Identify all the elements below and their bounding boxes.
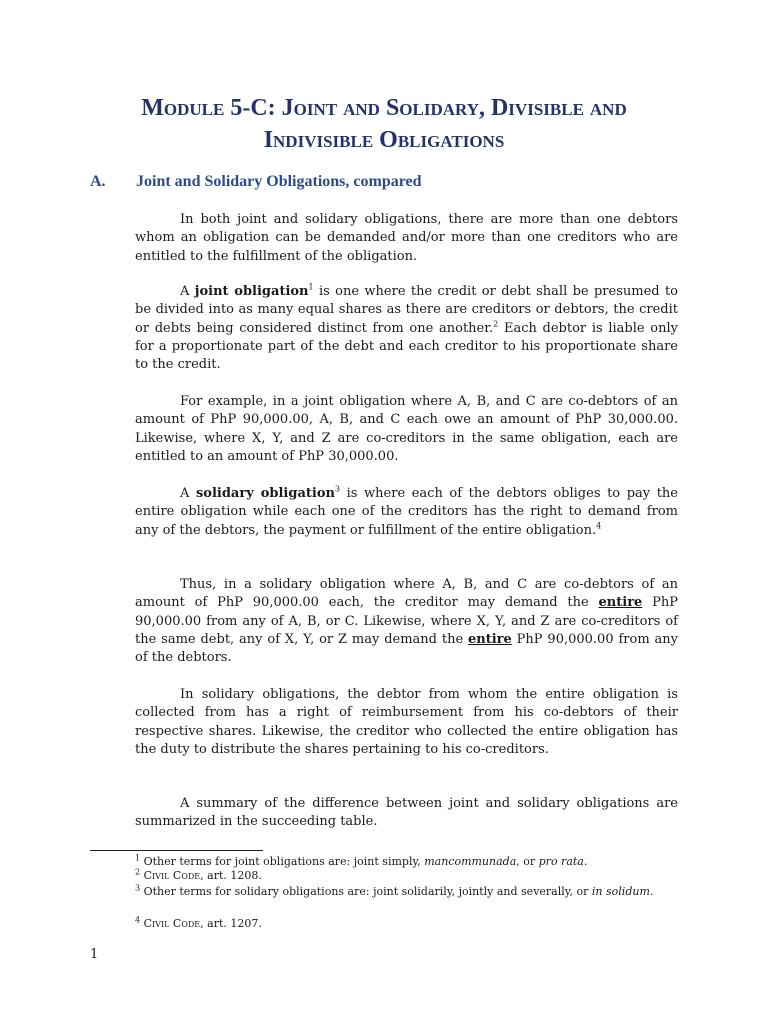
section-title: Joint and Solidary Obligations, compared: [136, 173, 422, 190]
emphasis-entire: entire: [468, 631, 512, 647]
footnote-number: 3: [135, 883, 141, 893]
footnote-separator: [90, 850, 263, 851]
module-title-line-2: Indivisible Obligations: [263, 127, 505, 153]
footnote-number: 2: [135, 867, 141, 877]
paragraph-intro: In both joint and solidary obligations, there are more than one debtors whom an obligation can be demanded and/or more than one creditors who are entitled to the fulfillment of the obligation.: [135, 212, 678, 264]
footnote-ref-4: 4: [596, 521, 602, 531]
text: Each debtor is liable only for a proportionate part of the debt and each creditor to his proportionate share to the credit.: [135, 320, 678, 373]
text: A: [180, 486, 196, 501]
text: , or: [516, 855, 539, 868]
text: , art. 1207.: [200, 917, 262, 930]
paragraph-solidary-obligation: [135, 485, 678, 540]
text: Thus, in a solidary obligation where A, B, and C are co-debtors of an amount of PhP 90,000.00 each, the creditor may demand the: [135, 577, 678, 611]
footnote-ref-3: 3: [334, 484, 341, 494]
module-title: [90, 92, 678, 156]
term-solidary-obligation: solidary obligation: [195, 486, 335, 501]
footnote-2: [90, 869, 678, 883]
section-letter: A.: [90, 173, 106, 190]
paragraph-joint-example: For example, in a joint obligation where A, B, and C are co-debtors of an amount of PhP 90,000.00, A, B, and C each owe an amount of PhP 30,000.00. Likewise, where X, Y, and Z are co-creditors in the same obligation, each are entitled to an amount of PhP 30,000.00.: [135, 394, 678, 464]
footnote-ref-2: 2: [493, 319, 499, 329]
text: is where each of the debtors obliges to pay the entire obligation while each one of the creditors has the right to demand from any of the debtors, the payment or fulfillment of the entire obligation.: [135, 486, 678, 538]
text: PhP 90,000.00 from any of A, B, or C. Likewise, where X, Y, and Z are co-creditors of the same debt, any of X, Y, or Z may demand the: [135, 595, 678, 647]
text: .: [583, 855, 588, 868]
section-heading: [90, 172, 422, 192]
emphasis-entire: entire: [598, 595, 643, 611]
footnote-4: [90, 917, 678, 931]
paragraph-summary: A summary of the difference between joint and solidary obligations are summarized in the succeeding table.: [135, 796, 678, 830]
text: .: [649, 885, 654, 898]
footnote-1: [90, 855, 678, 869]
text: A: [180, 284, 195, 299]
footnote-number: 4: [135, 915, 141, 925]
page-number: 1: [90, 947, 99, 962]
text: , art. 1208.: [200, 869, 262, 882]
text: pro rata: [538, 855, 584, 868]
text: in: [591, 885, 603, 898]
text: PhP 90,000.00 from any of the debtors.: [135, 631, 678, 666]
text: is one where the credit or debt shall be presumed to be divided into as many equal shares as there are creditors or debtors, the credit or debts being considered distinct from one another.: [135, 284, 679, 336]
footnote-3: [90, 885, 678, 899]
civil-code-citation: Civil Code: [143, 917, 201, 930]
footnote-ref-1: 1: [308, 282, 314, 292]
text: mancommunada: [424, 855, 517, 868]
text: solidum: [606, 885, 650, 898]
footnote-number: 1: [135, 853, 141, 863]
text: Other terms for solidary obligations are: joint solidarily, jointly and severally, or: [143, 885, 592, 898]
module-title-line-1: Module 5-C: Joint and Solidary, Divisible and: [141, 95, 627, 121]
civil-code-citation: Civil Code: [143, 869, 201, 882]
term-joint-obligation: joint obligation: [194, 284, 309, 299]
paragraph-joint-obligation: [135, 283, 678, 374]
text: Other terms for joint obligations are: joint simply,: [143, 855, 425, 868]
paragraph-reimbursement: In solidary obligations, the debtor from whom the entire obligation is collected from has a right of reimbursement from his co-debtors of their respective shares. Likewise, the creditor who collected the entire obligation has the duty to distribute the shares pertaining to his co-creditors.: [135, 687, 678, 757]
paragraph-solidary-example: [135, 576, 678, 667]
